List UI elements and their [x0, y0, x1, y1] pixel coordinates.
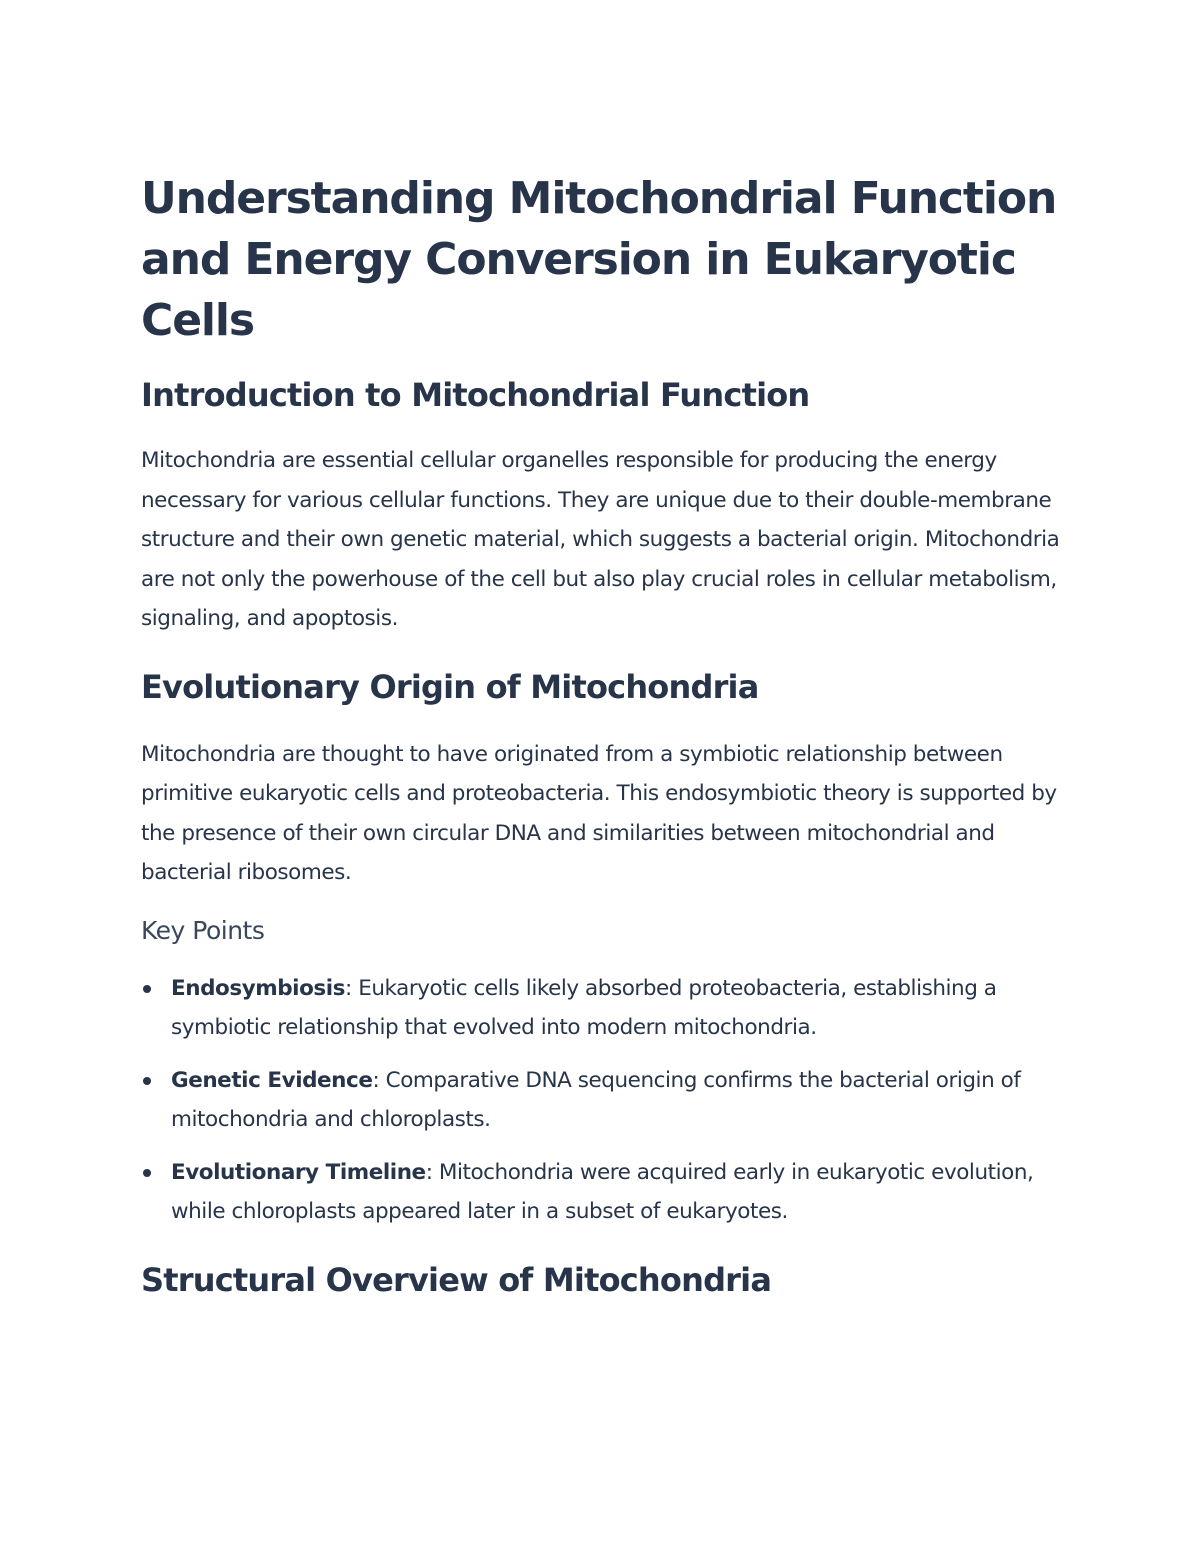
key-point-text: : Eukaryotic cells likely absorbed proteobacteria, establishing a symbiotic relationship that evolved into modern mitochondria.	[171, 975, 997, 1040]
key-point-text: : Mitochondria were acquired early in eukaryotic evolution, while chloroplasts appeared later in a subset of eukaryotes.	[171, 1159, 1034, 1224]
key-point-term: Evolutionary Timeline	[171, 1159, 426, 1185]
key-points-list	[141, 969, 1071, 1232]
bullet-icon	[143, 985, 151, 993]
key-point-term: Genetic Evidence	[171, 1067, 373, 1093]
introduction-paragraph: Mitochondria are essential cellular organelles responsible for producing the energy necessary for various cellular functions. They are unique due to their double-membrane structure and their own genetic material, which suggests a bacterial origin. Mitochondria are not only the powerhouse of the cell but also play crucial roles in cellular metabolism, signaling, and apoptosis.	[141, 448, 1060, 631]
list-item	[141, 1153, 1071, 1232]
document-page	[141, 168, 1071, 1302]
section-heading-structural-overview: Structural Overview of Mitochondria	[141, 1260, 772, 1299]
key-point-term: Endosymbiosis	[171, 975, 346, 1001]
evolutionary-origin-paragraph: Mitochondria are thought to have originated from a symbiotic relationship between primitive eukaryotic cells and proteobacteria. This endosymbiotic theory is supported by the presence of their own circular DNA and similarities between mitochondrial and bacterial ribosomes.	[141, 741, 1057, 885]
key-point-text: : Comparative DNA sequencing confirms the bacterial origin of mitochondria and chloroplasts.	[171, 1067, 1021, 1132]
section-heading-evolutionary-origin: Evolutionary Origin of Mitochondria	[141, 667, 759, 706]
bullet-icon	[143, 1077, 151, 1085]
bullet-icon	[143, 1169, 151, 1177]
list-item	[141, 1061, 1071, 1140]
document-title: Understanding Mitochondrial Function and Energy Conversion in Eukaryotic Cells	[141, 173, 1057, 346]
key-points-heading: Key Points	[141, 915, 265, 945]
list-item	[141, 969, 1071, 1048]
section-heading-introduction: Introduction to Mitochondrial Function	[141, 376, 810, 414]
